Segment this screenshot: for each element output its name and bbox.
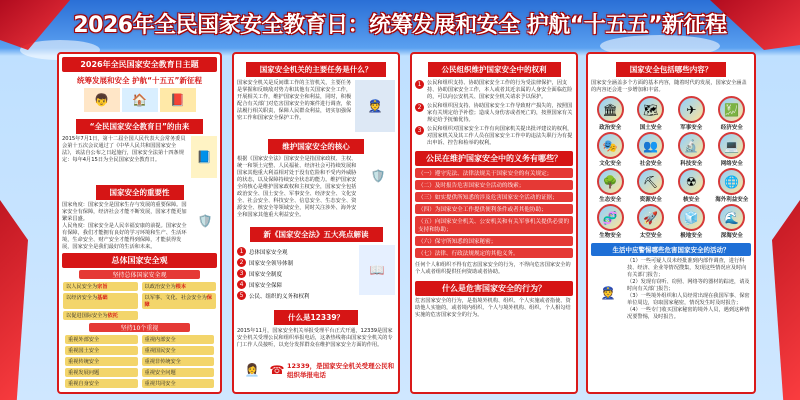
number-badge: 1 <box>237 247 246 256</box>
security-field-item <box>713 132 752 167</box>
highlight-item: 4 国家安全保障 <box>237 280 357 289</box>
rights-item: 1 公民和组织支持、协助国家安全工作的行为受法律保护，因支持、协助国家安全工作，本人或者其近亲属的人身安全面临危险的，可以向公安机关、国家安全机关请求予以保护。 <box>415 80 573 101</box>
security-field-label: 太空安全 <box>639 233 662 239</box>
security-field-label: 经济安全 <box>720 125 743 131</box>
adhere-item: 以促进国际安全为依托 <box>63 311 138 320</box>
duty-list <box>412 168 576 258</box>
security-shield-icon: 🛡️ <box>361 156 395 196</box>
overall-security-bar: 总体国家安全观 <box>62 253 217 268</box>
security-field-icon: 🌊 <box>718 204 745 231</box>
composition-title: 维护国家安全的核心 <box>268 139 364 154</box>
security-field-label: 社会安全 <box>639 161 662 167</box>
book-illustration-icon: 📕 <box>160 88 196 112</box>
contains-title: 国家安全包括哪些内容？ <box>616 62 727 77</box>
security-field-icon: 💻 <box>718 132 745 159</box>
what-12339-text: 2015年11月，国家安全机关举报受理平台正式开通，12339是国家安全机关受理公民和组织举报电话，这条热线将由国家安全机关的专门工作人员接听，以充分发挥群众在维护国家安全方面的作用。 <box>237 328 393 348</box>
duty-item: （四）为国家安全工作提供便利条件或者其他协助； <box>415 204 573 214</box>
security-fields-grid <box>588 94 754 241</box>
rights-title: 公民组织维护国家安全中的权利 <box>428 62 561 77</box>
activity-item: （3）一些境外组织和人员经常出现在我国军事、保密单位周边，窃取国家秘密，情况发生时及时报告； <box>627 293 750 306</box>
security-field-label: 资源安全 <box>639 197 662 203</box>
duty-item: （二）及时报告危害国家安全活动的线索； <box>415 180 573 190</box>
five-highlights-title: 新《国家安全法》五大亮点解读 <box>250 227 383 242</box>
security-field-icon: 👥 <box>637 132 664 159</box>
number-badge: 3 <box>237 269 246 278</box>
activity-item: （4）一些专门收买国家秘密的境外人员，遇到这种情况要警惕，及时报告。 <box>627 307 750 320</box>
duty-item: （一）遵守宪法、法律法规关于国家安全的有关规定； <box>415 168 573 178</box>
police-officer-icon: 👮 <box>591 258 625 328</box>
security-field-icon: 🚀 <box>637 204 664 231</box>
duty-note: 任何个人和组织不得有危害国家安全的行为，不得向危害国家安全的个人或者组织提供任何资助或者协助。 <box>415 262 571 275</box>
security-field-label: 网络安全 <box>720 161 743 167</box>
security-field-label: 生态安全 <box>599 197 622 203</box>
column-rights <box>410 52 578 394</box>
security-field-label: 深海安全 <box>720 233 743 239</box>
origin-text: 2015年7月1日，第十二届全国人民代表大会常务委员会第十五次会议通过了《中华人民共和国国家安全法》，该法自公布之日起施行，国家安全法第十四条规定：每年4月15日为全民国家安全教育日。 <box>62 136 186 163</box>
importance-text-nation: 国家角度：国家安全是国家生存与发展的重要保障。国家安全有保障，经济社会才能不断发展，国家才能更加繁荣昌盛。 <box>62 202 187 222</box>
security-field-icon: 🌐 <box>718 168 745 195</box>
security-field-item <box>713 168 752 203</box>
security-field-label: 文化安全 <box>599 161 622 167</box>
harm-text: 危害国家安全的行为，是指境外机构、组织、个人实施或者指使、资助他人实施的，或者境内组织、个人与境外机构、组织、个人相勾结实施的危害国家安全的行为。 <box>415 298 571 318</box>
security-field-label: 极地安全 <box>680 233 703 239</box>
ten-item: 重视外部安全 <box>65 335 138 344</box>
service-woman-icon: 👩‍💼 <box>244 363 260 377</box>
highlight-item: 1 总体国家安全观 <box>237 247 357 256</box>
security-field-item <box>632 168 671 203</box>
column-theme <box>57 52 222 394</box>
number-badge: 2 <box>415 103 424 112</box>
security-field-label: 军事安全 <box>680 125 703 131</box>
rights-item: 2 公民和组织因支持、协助国家安全工作导致财产损失的，按照国家有关规定给予补偿；造成人身伤害或者死亡的，按照国家有关规定给予抚恤优待。 <box>415 103 573 124</box>
security-field-item <box>632 132 671 167</box>
security-field-label: 海外利益安全 <box>715 197 749 203</box>
security-field-item <box>591 168 630 203</box>
duty-title: 公民在维护国家安全中的义务有哪些？ <box>415 151 573 166</box>
adhere-item: 以军事、文化、社会安全为保障 <box>142 293 217 309</box>
security-field-icon: 🗺 <box>637 96 664 123</box>
number-badge: 1 <box>415 80 424 89</box>
adhere-item: 以人民安全为宗旨 <box>63 282 138 291</box>
phone-icon: ☎ <box>269 363 285 377</box>
law-book-icon: 📘 <box>191 136 217 178</box>
theme-bar: 2026年全民国家安全教育日主题 <box>62 57 217 72</box>
activity-item: （1）一些可疑人员未经批准到内部作调查，进行科技、经济、企业等情况搜集，发现这些情况应及时向有关部门报告； <box>627 258 747 278</box>
security-field-icon: 💹 <box>718 96 745 123</box>
security-field-icon: 🧬 <box>597 204 624 231</box>
theme-illustration-row <box>59 88 220 112</box>
security-field-item <box>591 204 630 239</box>
column-tasks <box>232 52 400 394</box>
ten-item: 重视传统安全 <box>65 357 138 366</box>
highlight-item: 5 公民、组织的义务和权利 <box>237 291 357 300</box>
what-12339-title: 什么是12339？ <box>274 310 358 325</box>
number-badge: 5 <box>237 291 246 300</box>
security-field-item <box>672 204 711 239</box>
ten-item: 重视自身安全 <box>65 379 138 388</box>
number-badge: 3 <box>415 126 424 135</box>
officers-photo-icon: 👮 <box>355 80 395 132</box>
ten-title: 坚持10个重视 <box>89 323 190 332</box>
ten-item: 重视内部安全 <box>142 335 215 344</box>
number-badge: 4 <box>237 280 246 289</box>
ten-item: 重视安全问题 <box>142 368 215 377</box>
reading-woman-icon: 📖 <box>359 245 395 295</box>
five-highlights-list <box>237 245 357 302</box>
adhere-item: 以政治安全为根本 <box>142 282 217 291</box>
red-flag-decoration <box>772 200 800 400</box>
security-field-label: 科技安全 <box>680 161 703 167</box>
ten-item: 重视发展问题 <box>65 368 138 377</box>
poster-headline: 2026年全民国家安全教育日：统筹发展和安全 护航“十五五”新征程 <box>73 13 727 38</box>
security-field-icon: 🏛 <box>597 96 624 123</box>
children-illustration-icon: 👦 <box>84 88 120 112</box>
task-title: 国家安全机关的主要任务是什么？ <box>246 62 387 77</box>
shield-mascot-icon: 🛡️ <box>197 214 213 228</box>
security-field-item <box>713 96 752 131</box>
activity-item: （2）发现有窃听、窃照、网络等的器材的踪迹，请及时向有关部门报告； <box>627 279 750 292</box>
security-field-label: 国土安全 <box>639 125 662 131</box>
column-contents <box>586 52 756 394</box>
composition-text: 根据《国家安全法》国家安全是指国家政权、主权、统一和领土完整、人民福祉、经济社会可持续发展和国家其他重大利益相对处于没有危险和不受内外威胁的状态，以及保障持续安全状态的能力。维护国家安全的核心是维护国家政权和主权安全，国家安全包括政治安全、国土安全、军事安全、经济安全、文化安全、社会安全、科技安全、信息安全、生态安全、资源安全、核安全等领域安全，同时关注涉外、海外安全和国家其他重大利益安全。 <box>237 156 357 218</box>
security-field-icon: ✈ <box>678 96 705 123</box>
ten-item: 重视国土安全 <box>65 346 138 355</box>
origin-title: “全民国家安全教育日”的由来 <box>76 119 204 134</box>
highlight-item: 2 国家安全领导体制 <box>237 258 357 267</box>
security-field-label: 生物安全 <box>599 233 622 239</box>
duty-item: （六）保守所知悉的国家秘密； <box>415 236 573 246</box>
house-illustration-icon: 🏠 <box>122 88 158 112</box>
security-field-item <box>672 168 711 203</box>
harm-title: 什么是危害国家安全的行为？ <box>415 281 573 296</box>
red-flag-decoration <box>0 200 28 400</box>
security-field-item <box>713 204 752 239</box>
security-field-item <box>591 132 630 167</box>
importance-title: 国家安全的重要性 <box>96 185 184 200</box>
security-field-label: 核安全 <box>682 197 700 203</box>
security-field-label: 政治安全 <box>599 125 622 131</box>
importance-text-people: 人民角度：国家安全是人民幸福安康的前提。国家安全有保障，我们才能拥有良好的学习环境和生产、生活环境，生命安全、财产安全才能得到保障，才能获得发展，国家安全是我们最好的生活和未来。 <box>62 223 187 250</box>
ten-item: 重视共同安全 <box>142 379 215 388</box>
duty-item: （五）向国家安全机关、公安机关和有关军事机关提供必要的支持和协助； <box>415 216 573 234</box>
adhere-title: 坚持总体国家安全观 <box>79 270 200 279</box>
security-field-icon: ☢ <box>678 168 705 195</box>
security-field-item <box>591 96 630 131</box>
ten-list <box>59 333 220 390</box>
security-field-item <box>672 96 711 131</box>
duty-item: （三）如实提供所知悉的涉及危害国家安全活动的证据； <box>415 192 573 202</box>
activities-list <box>627 258 751 328</box>
hotline-text: 12339，是国家安全机关受理公民和组织举报电话 <box>287 362 395 379</box>
security-field-icon: 🌳 <box>597 168 624 195</box>
contains-text: 国家安全涵盖多个方面的基本内容，随着时代的发展，国家安全涵盖的内容还会进一步增加和丰富。 <box>591 80 747 93</box>
security-field-icon: ⛏ <box>637 168 664 195</box>
adhere-list <box>59 280 220 322</box>
security-field-icon: 🧊 <box>678 204 705 231</box>
rights-list <box>412 80 576 147</box>
security-field-item <box>672 132 711 167</box>
number-badge: 2 <box>237 258 246 267</box>
activities-title: 生活中应警惕哪些危害国家安全的活动？ <box>591 243 751 256</box>
task-text: 国家安全机关是反间谍工作的主管机关，主要任务是掌握和反映敌对势力和其他有关国家安全工作，开展相关工作，维护国家安全和利益，同时，积极配合有关部门对危害国家安全的案件进行调查，依法履行相关职责，保障人民群众利益，切实加强保密工作和国家安全保护工作。 <box>237 80 352 121</box>
ten-item: 重视国民安全 <box>142 346 215 355</box>
security-field-item <box>632 96 671 131</box>
adhere-item: 以经济安全为基础 <box>63 293 138 309</box>
security-field-icon: 🔬 <box>678 132 705 159</box>
duty-item: （七）法律、行政法规规定的其他义务。 <box>415 248 573 258</box>
security-field-item <box>632 204 671 239</box>
rights-item: 3 公民和组织对国家安全工作有向国家机关提出批评建议的权利，对国家机关及其工作人员在国家安全工作中的违法失职行为有提出申诉、控告和检举的权利。 <box>415 126 573 147</box>
theme-text: 统筹发展和安全 护航“十五五”新征程 <box>77 76 202 85</box>
highlight-item: 3 国家安全制度 <box>237 269 357 278</box>
security-field-icon: 🎭 <box>597 132 624 159</box>
ten-item: 重视非传统安全 <box>142 357 215 366</box>
